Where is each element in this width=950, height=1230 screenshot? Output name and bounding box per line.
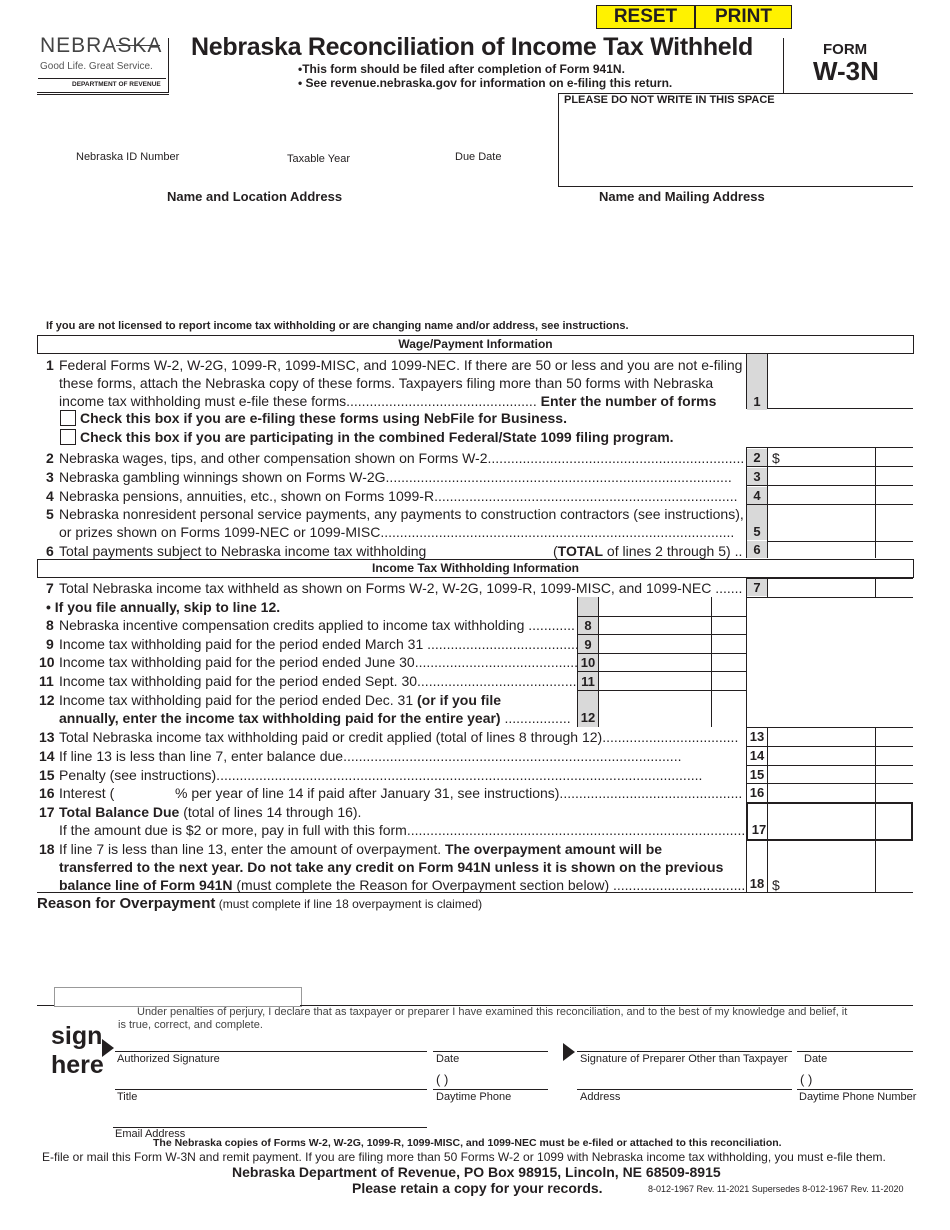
- signature-date-input[interactable]: [435, 1032, 549, 1050]
- annual-note: • If you file annually, skip to line 12.: [46, 599, 281, 615]
- line9-text: Income tax withholding paid for the period ended March 31 .......................................: [59, 636, 579, 652]
- line6-total-bold: TOTAL: [557, 543, 604, 559]
- date-label: Date: [436, 1053, 460, 1065]
- preparer-phone-paren: ( ): [800, 1072, 813, 1087]
- phone-paren: ( ): [436, 1072, 449, 1087]
- reset-button[interactable]: RESET: [596, 5, 695, 29]
- daytime-phone-label: Daytime Phone: [436, 1091, 512, 1103]
- line17-input[interactable]: [772, 819, 876, 837]
- line7-num: 7: [46, 580, 54, 596]
- line5-box-num: 5: [747, 523, 767, 540]
- print-button[interactable]: PRINT: [695, 5, 792, 29]
- footer-retain: Please retain a copy for your records.: [352, 1180, 603, 1196]
- line7-box-num: 7: [747, 579, 767, 596]
- preparer-phone-input[interactable]: [845, 1071, 914, 1089]
- line10-num: 10: [39, 654, 55, 670]
- line17-box-num: 17: [751, 822, 767, 837]
- line5-text-b: or prizes shown on Forms 1099-NEC or 1099-MISC...........................................................................................: [59, 524, 735, 540]
- line1-text-c: income tax withholding must e-file these forms.................................................: [59, 393, 537, 409]
- line4-text: Nebraska pensions, annuities, etc., shown on Forms 1099-R..............................................................................: [59, 488, 738, 504]
- name-mailing-label: Name and Mailing Address: [599, 189, 765, 204]
- taxable-year-input[interactable]: [270, 128, 384, 146]
- header-note-2: • See revenue.nebraska.gov for information on e-filing this return.: [298, 76, 673, 90]
- line11-text: Income tax withholding paid for the period ended Sept. 30.........................................: [59, 673, 577, 689]
- preparer-arrow-icon: [563, 1043, 575, 1061]
- line12-text-b: .................: [500, 710, 571, 726]
- logo-tagline: Good Life. Great Service.: [40, 61, 153, 72]
- nebraska-id-input[interactable]: [60, 128, 204, 146]
- line6-total-a: (: [553, 543, 558, 559]
- combined-filing-checkbox[interactable]: [60, 429, 76, 445]
- line9-input[interactable]: [601, 636, 713, 654]
- line16-box-num: 16: [749, 785, 765, 800]
- name-location-label: Name and Location Address: [167, 189, 343, 204]
- line16-num: 16: [39, 785, 55, 801]
- overpayment-note: (must complete if line 18 overpayment is claimed): [215, 897, 483, 911]
- title-input[interactable]: [115, 1071, 429, 1089]
- due-date-label: Due Date: [455, 151, 502, 163]
- here-label: here: [51, 1051, 104, 1079]
- line12-text-b-bold: annually, enter the income tax withholding paid for the entire year): [59, 710, 501, 726]
- line6-total-b: of lines 2 through 5) ..: [603, 543, 743, 559]
- line8-text: Nebraska incentive compensation credits applied to income tax withholding ............: [59, 617, 575, 633]
- line9-box-num: 9: [584, 637, 592, 652]
- email-input[interactable]: [115, 1109, 429, 1127]
- sign-label: sign: [51, 1022, 103, 1050]
- no-write-label: PLEASE DO NOT WRITE IN THIS SPACE: [564, 94, 775, 106]
- line17-num: 17: [39, 804, 55, 820]
- line5-text-a: Nebraska nonresident personal service payments, any payments to construction contractors (see instructions),: [59, 506, 744, 522]
- line2-currency: $: [772, 450, 780, 466]
- line6-input[interactable]: [770, 541, 877, 559]
- form-title: Nebraska Reconciliation of Income Tax Withheld: [191, 33, 754, 61]
- line17-text-b: If the amount due is $2 or more, pay in full with this form.......................................................................................: [59, 822, 746, 838]
- authorized-signature-label: Authorized Signature: [117, 1053, 220, 1065]
- withholding-section-heading: Income Tax Withholding Information: [37, 559, 914, 578]
- signature-stamp-box[interactable]: [54, 987, 302, 1007]
- check1-label: Check this box if you are e-filing these forms using NebFile for Business.: [80, 410, 567, 426]
- line1-box-num: 1: [747, 393, 767, 410]
- line1-text-b: these forms, attach the Nebraska copy of these forms. Taxpayers filing more than 50 forms with Nebraska: [59, 375, 714, 391]
- line14-input[interactable]: [770, 747, 877, 765]
- line1-num: 1: [46, 357, 54, 373]
- line18-text-b-bold: transferred to the next year. Do not take any credit on Form 941N unless it is shown on the previous: [59, 859, 724, 875]
- line12-num: 12: [39, 692, 55, 708]
- footer-line2: E-file or mail this Form W-3N and remit payment. If you are filing more than 50 Forms W-2 or 1099 with Nebraska income tax withholding, you must e-file them.: [42, 1150, 886, 1164]
- revision-info: 8-012-1967 Rev. 11-2021 Supersedes 8-012-1967 Rev. 11-2020: [648, 1184, 904, 1194]
- line2-text: Nebraska wages, tips, and other compensation shown on Forms W-2..................................................................: [59, 450, 745, 466]
- title-label: Title: [117, 1091, 138, 1103]
- line4-input[interactable]: [770, 487, 877, 505]
- logo: [38, 34, 168, 92]
- daytime-phone-input[interactable]: [480, 1071, 549, 1089]
- line6-text: Total payments subject to Nebraska income tax withholding: [59, 543, 427, 559]
- line4-num: 4: [46, 488, 54, 504]
- line12-text-a-bold: (or if you file: [417, 692, 502, 708]
- line5-num: 5: [46, 506, 54, 522]
- daytime-phone-number-label: Daytime Phone Number: [799, 1091, 917, 1103]
- line17-text-a: (total of lines 14 through 16).: [179, 804, 362, 820]
- line14-text: If line 13 is less than line 7, enter balance due.......................................................................................: [59, 748, 682, 764]
- line13-input[interactable]: [770, 728, 877, 746]
- logo-dept: DEPARTMENT OF REVENUE: [72, 81, 161, 88]
- line1-text-c-bold: Enter the number of forms: [540, 393, 717, 409]
- check2-label: Check this box if you are participating in the combined Federal/State 1099 filing program.: [80, 429, 674, 445]
- nebraska-id-label: Nebraska ID Number: [76, 151, 180, 163]
- name-location-input[interactable]: [60, 210, 484, 309]
- line4-box-num: 4: [747, 487, 767, 504]
- line13-text: Total Nebraska income tax withholding paid or credit applied (total of lines 8 through 12)...................................: [59, 729, 739, 745]
- overpayment-reason-input[interactable]: [40, 918, 914, 982]
- preparer-signature-label: Signature of Preparer Other than Taxpayer: [580, 1053, 788, 1065]
- line13-num: 13: [39, 729, 55, 745]
- preparer-address-input[interactable]: [580, 1071, 794, 1089]
- line15-box-num: 15: [749, 767, 765, 782]
- line9-num: 9: [46, 636, 54, 652]
- line14-box-num: 14: [749, 748, 765, 763]
- line10-input[interactable]: [601, 654, 713, 672]
- line1-text-a: Federal Forms W-2, W-2G, 1099-R, 1099-MISC, and 1099-NEC. If there are 50 or less and you are not e-filing: [59, 357, 743, 373]
- address-label: Address: [580, 1091, 621, 1103]
- header-note-1: •This form should be filed after completion of Form 941N.: [298, 62, 625, 76]
- line12-text-a: Income tax withholding paid for the period ended Dec. 31: [59, 692, 418, 708]
- line8-input[interactable]: [601, 617, 713, 635]
- line2-num: 2: [46, 450, 54, 466]
- line16-text-a: Interest (: [59, 785, 115, 801]
- line5-input[interactable]: [770, 523, 877, 541]
- line3-text: Nebraska gambling winnings shown on Forms W-2G.........................................................................................: [59, 469, 732, 485]
- line18-num: 18: [39, 841, 55, 857]
- preparer-date-input[interactable]: [800, 1032, 914, 1050]
- line7-input[interactable]: [770, 579, 877, 597]
- line15-num: 15: [39, 767, 55, 783]
- logo-title: NEBRASKA: [40, 34, 163, 57]
- line10-box-num: 10: [580, 655, 596, 670]
- name-mailing-input[interactable]: [520, 210, 904, 309]
- line6-box-num: 6: [747, 541, 767, 558]
- line3-input[interactable]: [770, 468, 877, 486]
- line12-box-num: 12: [580, 710, 596, 725]
- line2-box-num: 2: [747, 449, 767, 466]
- line1-input[interactable]: [770, 391, 914, 409]
- email-label: Email Address: [115, 1128, 186, 1140]
- form-label: FORM: [823, 41, 868, 58]
- line18-box-num: 18: [749, 876, 765, 891]
- wage-section-heading: Wage/Payment Information: [37, 335, 914, 354]
- sign-arrow-icon: [102, 1039, 114, 1057]
- overpayment-title: Reason for Overpayment: [37, 895, 216, 912]
- line18-text-a-bold: The overpayment amount will be: [445, 841, 663, 857]
- line3-num: 3: [46, 469, 54, 485]
- license-note: If you are not licensed to report income tax withholding or are changing name and/or address, see instructions.: [46, 320, 629, 332]
- footer-address: Nebraska Department of Revenue, PO Box 98915, Lincoln, NE 68509-8915: [232, 1164, 721, 1180]
- line18-currency: $: [772, 877, 780, 893]
- interest-rate-input[interactable]: [120, 785, 174, 803]
- line15-text: Penalty (see instructions).............................................................................................................................: [59, 767, 703, 783]
- line11-box-num: 11: [581, 674, 595, 689]
- line16-text-b: % per year of line 14 if paid after January 31, see instructions)...............................................: [175, 785, 743, 801]
- declaration-a: Under penalties of perjury, I declare that as taxpayer or preparer I have examined this reconciliation, and to the best of my knowledge and belief, it: [137, 1006, 848, 1018]
- line10-text: Income tax withholding paid for the period ended June 30..........................................: [59, 654, 579, 670]
- footer-line1: The Nebraska copies of Forms W-2, W-2G, 1099-R, 1099-MISC, and 1099-NEC must be e-filed or attached to this reconciliation.: [153, 1137, 782, 1149]
- line18-text-a: If line 7 is less than line 13, enter the amount of overpayment.: [59, 841, 445, 857]
- efile-checkbox[interactable]: [60, 410, 76, 426]
- line11-num: 11: [39, 673, 54, 689]
- line17-text-a-bold: Total Balance Due: [59, 804, 180, 820]
- line7-text: Total Nebraska income tax withheld as shown on Forms W-2, W-2G, 1099-R, 1099-MISC, and 1099-NEC .......: [59, 580, 743, 596]
- line6-num: 6: [46, 543, 54, 559]
- line18-text-c: (must complete the Reason for Overpayment section below) ..................................: [232, 877, 746, 893]
- declaration-b: is true, correct, and complete.: [118, 1019, 263, 1031]
- taxable-year-label: Taxable Year: [287, 153, 350, 165]
- due-date-input[interactable]: [430, 128, 544, 146]
- line2-input[interactable]: [785, 449, 877, 467]
- line18-text-c-bold: balance line of Form 941N: [59, 877, 233, 893]
- line16-input[interactable]: [770, 784, 877, 802]
- line14-num: 14: [39, 748, 55, 764]
- line13-box-num: 13: [749, 729, 765, 744]
- preparer-date-label: Date: [804, 1053, 828, 1065]
- line8-num: 8: [46, 617, 54, 633]
- line15-input[interactable]: [770, 766, 877, 784]
- line11-input[interactable]: [601, 673, 713, 691]
- line8-box-num: 8: [584, 618, 592, 633]
- form-number: W-3N: [813, 56, 879, 86]
- preparer-signature-input[interactable]: [580, 1032, 794, 1050]
- line18-input[interactable]: [785, 875, 877, 893]
- authorized-signature-input[interactable]: [115, 1032, 429, 1050]
- line3-box-num: 3: [747, 468, 767, 485]
- line12-input[interactable]: [601, 709, 713, 727]
